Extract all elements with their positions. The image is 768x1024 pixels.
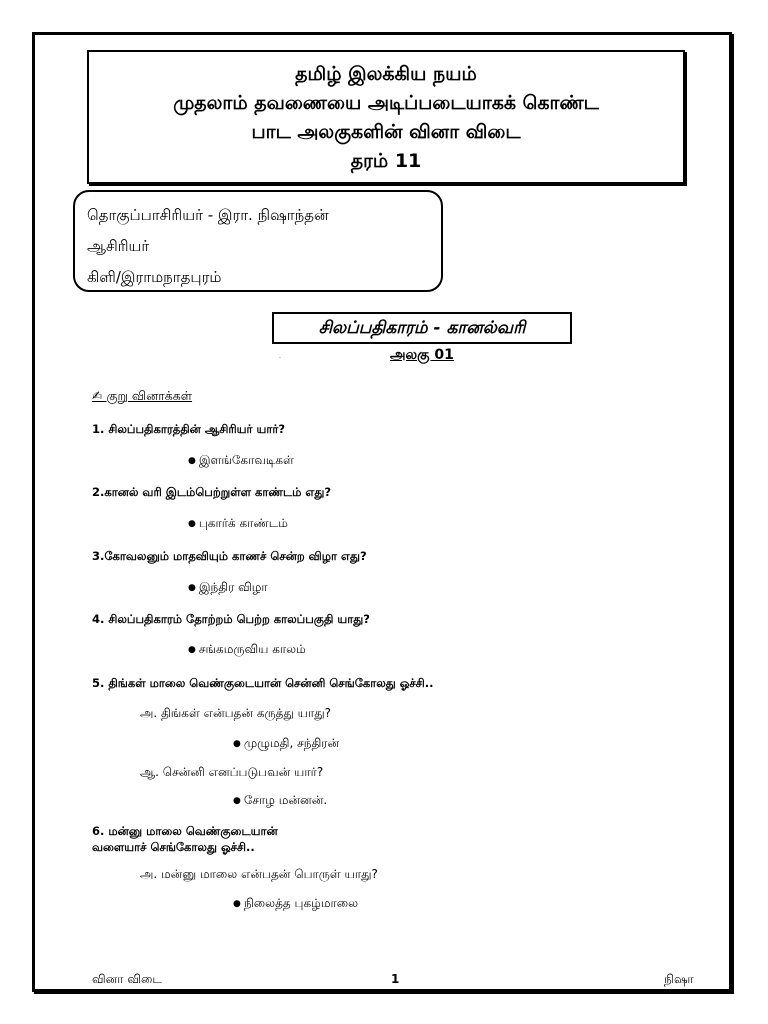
short-questions-heading xyxy=(92,388,192,405)
question-4: 4. சிலப்பதிகாரம் தோற்றம் பெற்ற காலப்பகுதி யாது? xyxy=(92,612,370,626)
question-6-line-1: 6. மன்னு மாலை வெண்குடையான் xyxy=(92,824,278,838)
bullet-icon: ● xyxy=(233,899,241,909)
compiler-role: ஆசிரியர் xyxy=(87,237,150,255)
question-6a: அ. மன்னு மாலை என்பதன் பொருள் யாது? xyxy=(140,867,378,881)
bullet-icon: ● xyxy=(188,456,196,466)
answer-3-text: இந்திர விழா xyxy=(198,580,268,594)
title-line-2: முதலாம் தவணையை அடிப்படையாகக் கொண்ட xyxy=(173,92,599,114)
bullet-icon: ● xyxy=(188,645,196,655)
question-6-line-2: வளையாச் செங்கோலது ஓச்சி.. xyxy=(92,840,255,854)
bullet-icon: ● xyxy=(188,519,196,529)
answer-4-text: சங்கமருவிய காலம் xyxy=(198,642,306,656)
footer-right: நிஷா xyxy=(664,972,694,986)
answer-2 xyxy=(188,516,288,532)
title-line-1: தமிழ் இலக்கிய நயம் xyxy=(295,63,477,85)
answer-5b-text: சோழ மன்னன். xyxy=(243,793,328,807)
answer-6a xyxy=(233,896,358,912)
bullet-icon: ● xyxy=(188,583,196,593)
compiler-school: கிளி/இராமநாதபுரம் xyxy=(87,268,222,286)
bullet-icon: ● xyxy=(233,739,241,749)
question-1: 1. சிலப்பதிகாரத்தின் ஆசிரியர் யார்? xyxy=(92,422,286,436)
footer-left: வினா விடை xyxy=(92,972,162,986)
question-5b: ஆ. சென்னி எனப்படுபவன் யார்? xyxy=(140,765,324,779)
unit-label: அலகு 01 xyxy=(390,347,454,363)
compiler-name: தொகுப்பாசிரியர் - இரா. நிஷாந்தன் xyxy=(87,206,329,224)
section-title: சிலப்பதிகாரம் - கானல்வரி xyxy=(272,312,572,344)
pencil-icon: ✍ xyxy=(92,388,103,403)
question-3: 3.கோவலனும் மாதவியும் காணச் சென்ற விழா எது? xyxy=(92,549,367,563)
answer-5a-text: முழுமதி, சந்திரன் xyxy=(243,736,340,750)
answer-5b xyxy=(233,793,327,809)
answer-1 xyxy=(188,453,294,469)
question-2: 2.கானல் வரி இடம்பெற்றுள்ள காண்டம் எது? xyxy=(92,485,332,499)
question-5: 5. திங்கள் மாலை வெண்குடையான் சென்னி செங்கோலது ஓச்சி.. xyxy=(92,676,434,690)
answer-1-text: இளங்கோவடிகள் xyxy=(198,453,294,467)
dot-mark: . xyxy=(279,353,281,360)
short-questions-label: குறு வினாக்கள் xyxy=(106,388,193,403)
bullet-icon: ● xyxy=(233,796,241,806)
title-line-3: பாட அலகுகளின் வினா விடை xyxy=(251,121,521,143)
title-box xyxy=(87,50,685,184)
answer-6a-text: நிலைத்த புகழ்மாலை xyxy=(243,896,359,910)
title-line-4: தரம் 11 xyxy=(350,150,422,172)
answer-2-text: புகார்க் காண்டம் xyxy=(198,516,288,530)
compiler-box xyxy=(73,190,443,292)
page-number: 1 xyxy=(391,972,400,986)
answer-5a xyxy=(233,736,339,752)
answer-4 xyxy=(188,642,306,658)
question-5a: அ. திங்கள் என்பதன் கருத்து யாது? xyxy=(140,706,331,720)
answer-3 xyxy=(188,580,268,596)
